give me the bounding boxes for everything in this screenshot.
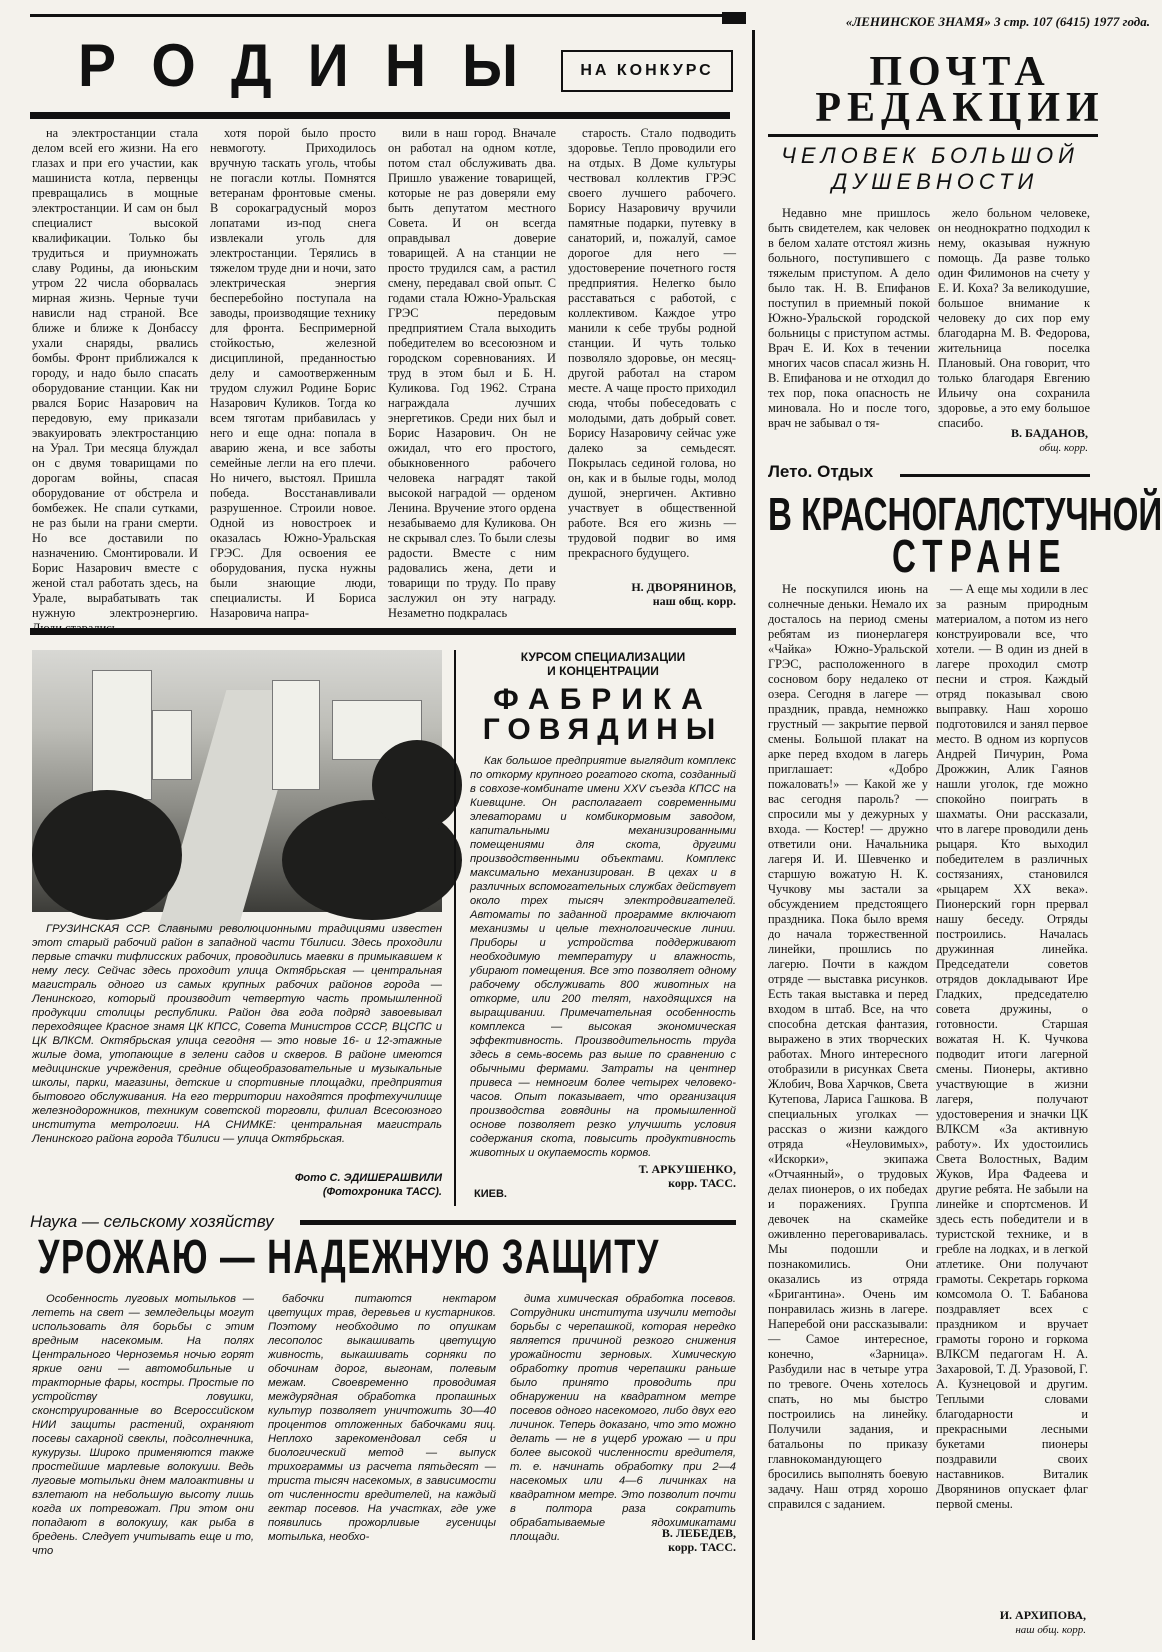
fabrika-signature: Т. АРКУШЕНКО, (638, 1162, 736, 1176)
leto-column-1: Не поскупился июнь на солнечные деньки. Немало их досталось на период смены ребятам из пионерлагеря «Чайка» Южно-Уральской ГРЭС, расположенного в сосновом бору недалеко от озера. Сегодня в лагере — праздник, правда, немножко грустный — закрытие первой смены. Большой плакат на арке перед входом в лагерь приглашает: «Добро пожаловать!» — Какой же у вас сегодня пароль? — спросили мы у дежурных у входа. — Костер! — дружно ответили они. Начальника лагеря И. И. Шевченко и старшую вожатую Н. К. Чучкову мы застали за обсуждением предстоящего праздника. Пока было время до начала торжественной линейки, прошлись по лагерю. Почти в каждом отряде — выставка рисунков. Есть такая выставка и перед входом в штаб. Все, на что способна детская фантазия, выражено в этих творческих работах. Много интересного отобразили в рисунках Света Жлобич, Вова Харчков, Света Кутепова, Лариса Гашкова. В специальных уголках — рассказ о жизни каждого отряда «Неуловимых», «Искорки», экипажа «Отчаянный», о трудовых делах пионеров, о их победах и поражениях. Группа девочек на скамейке оживленно переговаривалась. Мы подошли и познакомились. Они оказались из отряда «Бригантина». Очень им понравилась жизнь в лагере. Наперебой они рассказывали: — Самое интересное, конечно, «Зарница». Разбудили нас в четыре утра по тревоге. Очень хотелось спать, но мы быстро построились на линейку. Получили задания, и батальоны по приказу главнокомандующего бросились выполнять боевую задачу. Наш отряд хорошо справился с заданием. (768, 582, 928, 1511)
photo-building (272, 680, 320, 790)
photo-credit-2: (Фотохроника ТАСС). (322, 1186, 442, 1198)
pochta-title-1: ПОЧТА (869, 49, 1051, 95)
fabrika-body: Как большое предприятие выглядит комплекс по откорму крупного рогатого скота, созданный в совхозе-комбинате имени XXV съезда КПСС на Киевщине. Он располагает современными элеваторами и комбикормовым заводом, капитальными механизированными помещениями для скота, другими производственными объектами. Комплекс максимально механизирован. В цехах и в различных вспомогательных службах действует около трех тысяч электродвигателей. Автоматы по заданной программе включают механизмы и целые технологические линии. Приборы и устройства поддерживают необходимую температуру и влажность, убирают помещения. Все это позволяет одному рабочему обслуживать 800 животных на откорме, или 200 телят, находящихся на выращивании. Примечательная особенность комплекса — высокая экономическая эффективность. Производительность труда здесь в семь-восемь раз выше по сравнению с обычными фермами. Затраты на центнер привеса — немногим более четырех человеко-часов. Опыт показывает, что организация производства говядины на промышленной основе позволяет резко улучшить условия содержания скота, повысить продуктивность животных и окупаемость кормов. (470, 755, 736, 1159)
photo-credit-1: Фото С. ЭДИШЕРАШВИЛИ (294, 1172, 442, 1184)
fabrika-signature-role: корр. ТАСС. (668, 1176, 736, 1190)
rodiny-signature: Н. ДВОРЯНИНОВ, (631, 580, 736, 594)
right-column-rule (752, 30, 755, 1640)
nauka-signature: В. ЛЕБЕДЕВ, (661, 1526, 736, 1540)
nauka-column-3: дима химическая обработка посевов. Сотрудники института изучили методы борьбы с черепашкой, которая нередко является причиной резкого снижения урожайности зерновых. Химическую обработку против черепашки раньше было принято проводить при обнаружении на квадратном метре посевов одного насекомого, либо двух его личинок. Теперь доказано, что это можно делать — не в ущерб урожаю — и при более высокой численности вредителя, т. е. начинать обработку при 2—4 насекомых или 4—6 личинках на квадратном метре. Это позволит почти в полтора раза сократить обрабатываемые ядохимикатами площади. (510, 1293, 736, 1543)
street-photo (32, 650, 442, 912)
pochta-column-2: жело больном человеке, он неоднократно подходил к нему, оказывая нужную помощь. Да разве только один Филимонов на счету у Е. И. Коха? За великодушие, большое внимание к человеку до сих пор ему благодарна М. В. Федорова, жительница поселка Плановый. Она говорит, что только благодаря Евгению Ильичу она сохранила здоровье, а это ему большое спасибо. (938, 206, 1090, 430)
fabrika-title-1: ФАБРИКА (493, 683, 713, 716)
leto-column-2: — А еще мы ходили в лес за разным природным материалом, а потом из него конструировали все, что хотели. — В один из дней в лагере проходил смотр песни и строя. Каждый отряд показывал свою выправку. Наш хорошо подготовился и занял первое место. В одном из корпусов Андрей Пичурин, Рома Дрожжин, Алик Гаянов нашли уголок, где можно спокойно поиграть в шахматы. Они рассказали, что в лагере проводили день рыцаря. Кто выходил победителем в различных состязаниях, становился «рыцарем XX века». Пионерский горн прервал нашу беседу. Отряды построились. Началась дружинная линейка. Председатели советов отрядов докладывают Ире Гладких, председателю совета дружины, о готовности. Старшая вожатая Н. К. Чучкова подводит итоги лагерной смены. Пионеры, активно участвующие в жизни лагеря, получают удостоверения и значки ЦК ВЛКСМ «За активную работу». Их удостоились Света Волостных, Вадим Жуков, Ира Фадеева и другие ребята. Не забыли на линейке и спортсменов. И здесь есть победители и в туристской технике, и в гребле на лодках, и в легкой атлетике. Они получают грамоты. Секретарь горкома комсомола О. Т. Бабанова поздравляет всех с праздником и вручает грамоты гороно и горкома ВЛКСМ педагогам Н. А. Захаровой, Т. Д. Уразовой, Г. А. Кузнецовой и другим. Теплыми словами благодарности и прекрасными лесными букетами пионеры поздравили своих наставников. Виталик Дворянинов опускает флаг первой смены. (936, 582, 1088, 1511)
photo-trees (32, 790, 182, 920)
leto-rubric: Лето. Отдых (768, 462, 874, 481)
pochta-subtitle-2: ДУШЕВНОСТИ (831, 169, 1039, 194)
fabrika-dateline: КИЕВ. (474, 1188, 507, 1200)
nauka-column-2: бабочки питаются нектаром цветущих трав, деревьев и кустарников. Поэтому необходимо по опушкам лесополос выкашивать цветущую живность, выкашивать сорняки по обочинам дорог, выгонам, полевым межам. Своевременно проводимая междурядная обработка пропашных культур позволяет уничтожить 30—40 процентов отложенных бабочками яиц. Неплохо зарекомендовал себя и биологический метод — выпуск трихограммы из расчета пятьдесят — триста тысяч насекомых, в зависимости от численности вредителей, на каждый гектар посевов. На участках, где уже появились прожорливые гусеницы мотылька, необхо- (268, 1293, 496, 1543)
rodiny-column-3: вили в наш город. Вначале он работал на одном котле, потом стал обслуживать два. Пришло уважение товарищей, которые не раз доверяли ему быть депутатом местного Совета. И он всегда оправдывал доверие товарищей. А на станции не просто трудился сам, а растил смену, передавал свой опыт. С годами стала Южно-Уральская ГРЭС передовым предприятием Стала выходить победителем во всесоюзном и городском соревнованиях. И труд в этом был и Б. Н. Куликова. Год 1962. Страна награждала лучших энергетиков. Среди них был и Борис Назарович. Он не ожидал, что его простого, обыкновенного рабочего человека наградят такой высокой наградой — орденом Ленина. Вручение этого ордена незабываемо для Куликова. Он не скрывал слез. То были слезы радости. Вместе с ним радовались жена, дети и товарищи по труду. По праву заслужил он эту награду. Незаметно подкралась (388, 126, 556, 620)
photo-building (152, 710, 192, 780)
fabrika-title-2: ГОВЯДИНЫ (482, 713, 724, 746)
nauka-title: УРОЖАЮ — НАДЕЖНУЮ ЗАЩИТУ (38, 1231, 660, 1284)
pochta-column-1: Недавно мне пришлось быть свидетелем, как человек в белом халате отстоял жизнь больного, поступившего с тяжелым приступом. А дело было так. Н. В. Епифанов поступил в приемный покой Южно-Уральской городской больницы с приступом астмы. Врач Е. И. Кох в течении многих часов спасал жизнь Н. В. Епифанова и не отходил до тех пор, пока опасность не миновала. Но и после того, врач не забывал о тя- (768, 206, 930, 430)
leto-rule (900, 474, 1090, 477)
contest-badge: НА КОНКУРС (561, 50, 733, 92)
photo-building (92, 670, 152, 800)
top-rule (30, 14, 730, 17)
photo-trees (372, 740, 462, 830)
nauka-rule (300, 1220, 736, 1225)
pochta-signature: В. БАДАНОВ, (1010, 426, 1088, 440)
nauka-rubric: Наука — сельскому хозяйству (30, 1212, 274, 1231)
nauka-signature-role: корр. ТАСС. (668, 1540, 736, 1554)
rodiny-title: РОДИНЫ (78, 32, 554, 99)
middle-rule (30, 628, 736, 635)
pochta-signature-role: общ. корр. (1039, 442, 1088, 454)
rodiny-column-1: на электростанции стала делом всей его жизни. На его глазах и при его участии, как машиниста котла, первенцы превращались в мощные электростанции. И сам он был специалист высокой квалификации. Только бы трудиться и приумножать славу Родины, да июньским утром 22 числа оборвалась мирная жизнь. Черные тучи нависли над страной. Все ближе и ближе к Донбассу ухали снаряды, рвались бомбы. Фронт приближался к городу, и надо было спасать оборудование станции. Как ни рвался Борис Назарович на передовую, ему приказали эвакуировать электростанцию на Урал. Три месяца блуждал он с двумя товарищами по дорогам войны, спасая оборудование от обстрела и бомбежек. Не спали сутками, не раз были на грани смерти. Но все доставили по назначению. Смонтировали. И Борис Назарович вместе с женой стал работать здесь, на Урале, вырабатывать так нужную электроэнергию. (32, 126, 198, 620)
rodiny-rule (30, 112, 730, 119)
fabrika-kicker-2: И КОНЦЕНТРАЦИИ (547, 664, 659, 678)
pochta-subtitle-1: ЧЕЛОВЕК БОЛЬШОЙ (781, 143, 1079, 168)
leto-title-1: В КРАСНОГАЛСТУЧНОЙ (768, 488, 1162, 540)
leto-title-2: СТРАНЕ (892, 530, 1068, 582)
photo-caption: ГРУЗИНСКАЯ ССР. Славными революционными традициями известен этот старый рабочий район в западной части Тбилиси. Здесь проходили первые стачки тифлисских рабочих, проводились маевки в примыкавшем к нему лесу. Сейчас здесь проходит улица Октябрьская — центральная магистраль одного из самых крупных рабочих районов города — Ленинского, который производит четвертую часть промышленной продукции столицы республики. Район два года подряд завоевывал переходящее Красное знамя ЦК КПСС, Совета Министров СССР, ВЦСПС и ЦК ВЛКСМ. Октябрьская улица сегодня — это новые 16- и 12-этажные жилые дома, утопающие в зелени садов и скверов. В районе имеются медицинские учреждения, средние общеобразовательные и музыкальные школы, парки, магазины, детские и спортивные площадки, предприятия бытового обслуживания. На его территории находятся профтехучилище железнодорожников, техникум советской торговли, филиал Всесоюзного института метрологии. НА СНИМКЕ: центральная магистраль Ленинского района города Тбилиси — улица Октябрьская. (32, 923, 442, 1145)
nauka-column-1: Особенность луговых мотыльков — лететь на свет — земледельцы могут использовать для борьбы с этим вредным насекомым. На полях Центрального Черноземья ночью горят яркие огни — автомобильные и тракторные фары, костры. Простые по устройству ловушки, сконструированные во Всероссийском НИИ защиты растений, охраняют посевы сахарной свеклы, подсолнечника, кукурузы. Широко применяются также простейшие марлевые волокуши. Ведь луговые мотыльки днем малоактивны и взлетают на небольшую высоту лишь когда их потревожат. При этом они попадают в волокушу, как рыба в бредень. Следует учитывать еще и то, что (32, 1293, 254, 1557)
pochta-rule (768, 134, 1098, 137)
masthead-line: «ЛЕНИНСКОЕ ЗНАМЯ» 3 стр. 107 (6415) 1977 года. (845, 14, 1150, 29)
rodiny-column-2: хотя порой было просто невмоготу. Приходилось вручную таскать уголь, чтобы не погасли котлы. Помнятся ветеранам фронтовые смены. В сорокаградусный мороз лопатами из-под снега извлекали уголь для электростанции. Терялись в тяжелом труде дни и ночи, зато электрическая энергия бесперебойно поступала на заводы, производящие технику для фронта. Беспримерной стойкостью, железной дисциплиной, преданностью делу и самоотверженным трудом служил Родине Борис Назарович Куликов. Тогда ко всем тяготам прибавилась у него и еще одна: попала в аварию жена, и все заботы семейные легли на его плечи. Но ничего, выстоял. Пришла победа. Восстанавливали разрушенное. Строили новое. Одной из новостроек и оказалась Южно-Уральская ГРЭС. Для освоения ее оборудования, пуска нужны были знающие люди, специалисты. И Бориса Назаровича напра- (210, 126, 376, 620)
fabrika-rule (454, 650, 456, 1206)
rodiny-column-4: старость. Стало подводить здоровье. Тепло проводили его на отдых. В Доме культуры чествовал коллектив ГРЭС своего лучшего рабочего. Борису Назаровичу вручили памятные подарки, путевку в санаторий, и, пожалуй, самое дорогое для него — удостоверение почетного гостя предприятия. Нелегко было расставаться с работой, с коллективом. Каждое утро манили к себе трубы родной станции. И чуть только позволяло здоровье, он месяц-другой работал на старом месте. А чаще просто приходил сюда, чтобы побеседовать с молодыми, дать добрый совет. Борису Назаровичу сейчас уже далеко за семьдесят. Покрылась сединой голова, но он, как и в былые годы, молод душой, энергичен. Активно участвует в общественной работе. Вся его жизнь — трудовой подвиг во имя прекрасного будущего. (568, 126, 736, 560)
leto-signature-role: наш общ. корр. (1015, 1624, 1086, 1636)
rodiny-signature-role: наш общ. корр. (652, 594, 736, 608)
pochta-title-2: РЕДАКЦИИ (815, 85, 1105, 131)
fabrika-kicker-1: КУРСОМ СПЕЦИАЛИЗАЦИИ (520, 650, 686, 664)
leto-signature: И. АРХИПОВА, (999, 1608, 1086, 1622)
